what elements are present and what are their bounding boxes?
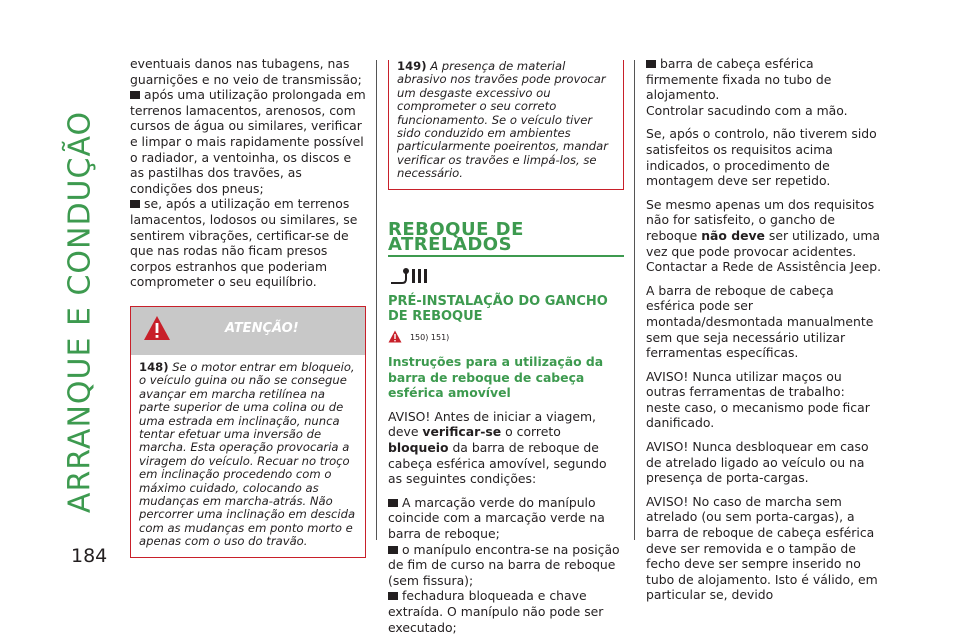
page-number: 184 bbox=[71, 545, 108, 567]
bullet-text: se, após a utilização em terrenos lamacentos, lodosos ou similares, se sentirem vibrações, certificar-se de que nas rodas não ficam presos corpos estranhos que poderiam comprometer o seu equilíbrio. bbox=[130, 196, 358, 290]
paragraph: AVISO! No caso de marcha sem atrelado (ou sem porta-cargas), a barra de reboque de cabeça esférica deve ser removida e o tampão de fecho deve ser sempre inserido no tubo de alojamento. Isto é válido, em particular se, devido bbox=[646, 493, 878, 603]
text: da barra de reboque de cabeça esférica amovível, segundo as seguintes condições: bbox=[388, 440, 607, 487]
bullet-item bbox=[130, 87, 366, 196]
chapter-title-text: ARRANQUE E CONDUÇÃO bbox=[62, 110, 98, 514]
bullet-item bbox=[388, 542, 624, 589]
warning-header bbox=[131, 307, 365, 355]
emphasis: não deve bbox=[701, 227, 765, 243]
column-3 bbox=[646, 56, 882, 603]
text: AVISO! Antes de iniciar a viagem, deve bbox=[388, 408, 596, 440]
bullet-text: barra de cabeça esférica firmemente fixada no tubo de alojamento. bbox=[646, 56, 832, 103]
column-1 bbox=[130, 56, 366, 558]
text: ser utilizado, uma vez que pode provocar acidentes. Contactar a Rede de Assistência Jeep. bbox=[646, 227, 882, 275]
bullet-text: após uma utilização prolongada em terrenos lamacentos, arenosos, com cursos de água ou similares, verificar e limpar o mais rapidamente possível o radiador, a ventoinha, os discos e as pastilhas dos travões, as condições dos pneus; bbox=[130, 87, 366, 196]
reference-numbers: 150) 151) bbox=[409, 333, 450, 343]
paragraph: AVISO! Nunca utilizar maços ou outras ferramentas de trabalho: neste caso, o mecanismo pode ficar danificado. bbox=[646, 368, 870, 431]
bullet-text: o manípulo encontra-se na posição de fim de curso na barra de reboque (sem fissura); bbox=[388, 541, 620, 588]
warning-text: A presença de material abrasivo nos travões pode provocar um desgaste excessivo ou comprometer o seu correto funcionamento. Se o veículo tiver sido conduzido em ambientes particularmente poeirentos, mandar verificar os travões e limpá-los, se necessário. bbox=[397, 59, 609, 181]
warning-triangle-icon bbox=[388, 330, 402, 343]
warning-text: Se o motor entrar em bloqueio, o veículo guina ou não se consegue avançar em marcha retilínea na parte superior de uma colina ou de uma estrada em inclinação, nunca tentar efetuar uma inversão de marcha. Esta operação provocaria a viragem do veículo. Recuar no troço em inclinação procedendo com o máximo cuidado, colocando as mudanças em marcha-atrás. Não percorrer uma inclinação em descida com as mudanças em ponto morto e apenas com o uso do travão. bbox=[139, 359, 356, 549]
warning-body bbox=[389, 60, 623, 189]
paragraph: AVISO! Nunca desbloquear em caso de atrelado ligado ao veículo ou na presença de porta-cargas. bbox=[646, 439, 869, 486]
paragraph: A barra de reboque de cabeça esférica pode ser montada/desmontada manualmente sem que seja necessário utilizar ferramentas específicas. bbox=[646, 282, 874, 361]
bullet-text: A marcação verde do manípulo coincide com a marcação verde na barra de reboque; bbox=[388, 494, 605, 541]
column-2 bbox=[388, 60, 624, 635]
emphasis: verificar-se bbox=[422, 424, 502, 440]
warning-title: ATENÇÃO! bbox=[225, 320, 299, 336]
reference-row bbox=[388, 328, 624, 346]
bullet-item bbox=[388, 495, 624, 542]
section-title: REBOQUE DE ATRELADOS bbox=[388, 218, 524, 256]
text: Se mesmo apenas um dos requisitos não for satisfeito, o gancho de reboque bbox=[646, 196, 875, 243]
column-divider bbox=[376, 60, 377, 540]
warning-number: 149) bbox=[397, 59, 427, 73]
bullet-item bbox=[388, 588, 624, 635]
tow-hitch-icon bbox=[388, 265, 428, 287]
bullet-item bbox=[646, 56, 882, 103]
subsection-title: PRÉ-INSTALAÇÃO DO GANCHO DE REBOQUE bbox=[388, 294, 608, 325]
paragraph: eventuais danos nas tubagens, nas guarnições e no veio de transmissão; bbox=[130, 56, 362, 87]
warning-box bbox=[130, 306, 366, 558]
bullet-item bbox=[130, 196, 366, 290]
instruction-heading: Instruções para a utilização da barra de reboque de cabeça esférica amovível bbox=[388, 354, 604, 401]
text: o correto bbox=[505, 424, 561, 440]
warning-number: 148) bbox=[139, 359, 169, 374]
emphasis: bloqueio bbox=[388, 440, 449, 455]
bullet-text: fechadura bloqueada e chave extraída. O manípulo não pode ser executado; bbox=[388, 588, 604, 635]
warning-body bbox=[131, 355, 365, 557]
paragraph bbox=[646, 197, 882, 275]
paragraph bbox=[388, 409, 624, 487]
section-rule bbox=[388, 255, 624, 257]
paragraph: Se, após o controlo, não tiverem sido satisfeitos os requisitos acima indicados, o procedimento de montagem deve ser repetido. bbox=[646, 126, 877, 189]
column-divider bbox=[634, 60, 635, 540]
warning-triangle-icon bbox=[143, 315, 171, 341]
warning-box bbox=[388, 60, 624, 190]
paragraph: Controlar sacudindo com a mão. bbox=[646, 102, 848, 118]
